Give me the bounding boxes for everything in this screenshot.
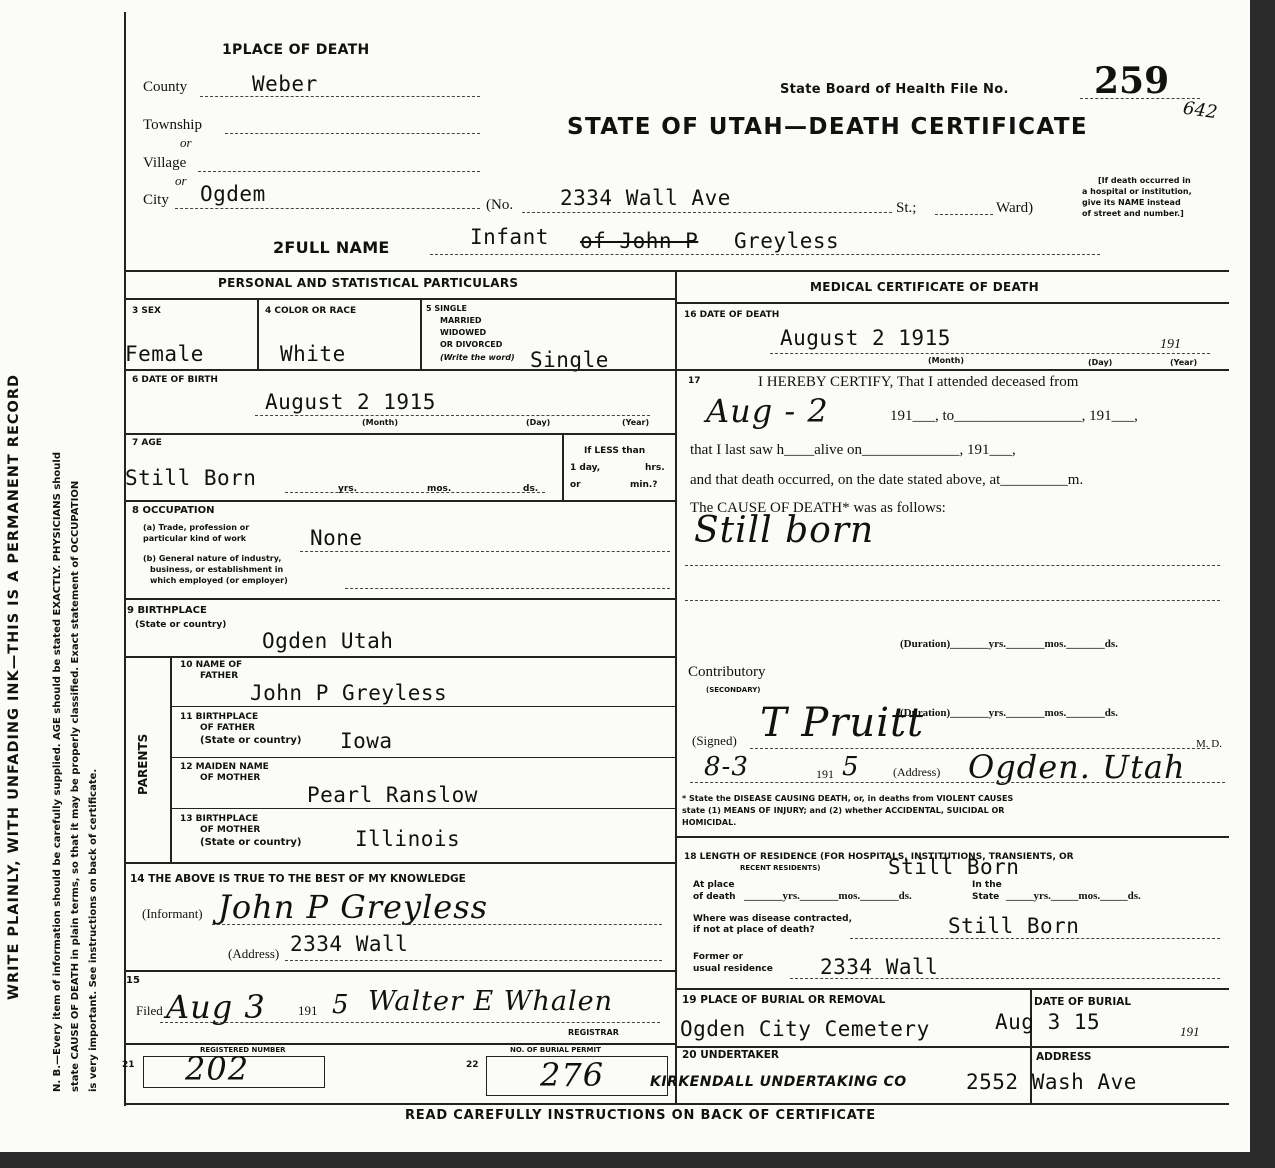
cause-note-1: * State the DISEASE CAUSING DEATH, or, in deaths from VIOLENT CAUSES <box>682 794 1014 803</box>
field-21-number: 21 <box>122 1060 135 1070</box>
certify-line-1: I HEREBY CERTIFY, That I attended deceased from <box>758 374 1079 390</box>
frame-left <box>124 12 126 1106</box>
age-mos-label: mos. <box>427 484 452 494</box>
less-label-4: or <box>570 480 581 490</box>
township-label: Township <box>143 117 202 133</box>
md-label: M. D. <box>1196 738 1222 750</box>
hospital-note-1: [If death occurred in <box>1098 176 1191 185</box>
marital-label-5: (Write the word) <box>440 353 515 362</box>
race-value: White <box>280 342 346 366</box>
at-place-1: At place <box>693 880 735 890</box>
mother-bp-value: Illinois <box>355 827 461 851</box>
parents-label: PARENTS <box>136 733 150 795</box>
row-rule-8 <box>124 1043 675 1045</box>
address-line <box>690 782 1225 783</box>
contributory-label: Contributory <box>688 664 766 680</box>
father-bp-value: Iowa <box>340 729 393 753</box>
father-label-1: 10 NAME OF <box>180 660 243 670</box>
secondary-label: (SECONDARY) <box>706 686 761 694</box>
county-label: County <box>143 79 188 95</box>
filed-line <box>160 1022 660 1023</box>
burial-year-printed: 191 <box>1180 1024 1200 1039</box>
race-label: 4 COLOR OR RACE <box>265 306 357 316</box>
burial-permit-label: NO. OF BURIAL PERMIT <box>510 1046 601 1054</box>
father-bp-label-1: 11 BIRTHPLACE <box>180 712 259 722</box>
personal-heading: PERSONAL AND STATISTICAL PARTICULARS <box>218 276 519 290</box>
father-bp-label-2: OF FATHER <box>200 723 256 733</box>
dob-label: 6 DATE OF BIRTH <box>132 375 218 385</box>
residence-value: Still Born <box>888 855 1020 879</box>
filed-number: 15 <box>126 975 140 986</box>
informant-address-value: 2334 Wall <box>290 932 409 956</box>
signed-date: 8-3 <box>704 752 749 782</box>
full-name-infant: Infant <box>470 225 549 249</box>
hospital-note-4: of street and number.] <box>1082 209 1184 218</box>
marital-label-4: OR DIVORCED <box>440 340 503 349</box>
attended-to-text: 191___, to_________________, 191___, <box>890 408 1138 424</box>
column-divider <box>675 270 677 1105</box>
mother-label-2: OF MOTHER <box>200 773 261 783</box>
less-label-5: min.? <box>630 480 658 490</box>
at-place-2: of death <box>693 892 736 902</box>
signed-address-label: (Address) <box>893 765 941 779</box>
med-rule-2 <box>675 836 1229 838</box>
duration-line-2: (Duration)_______yrs._______mos._______ds. <box>900 707 1118 719</box>
dob-value: August 2 1915 <box>265 390 436 414</box>
mother-rule <box>170 808 675 809</box>
county-value: Weber <box>252 72 318 96</box>
former-residence-1: Former or <box>693 952 744 962</box>
street-line <box>522 212 892 213</box>
father-bp-rule <box>170 757 675 758</box>
occupation-a-1: (a) Trade, profession or <box>143 523 250 532</box>
row-rule-7 <box>124 970 675 972</box>
filed-year-hw: 5 <box>332 990 350 1020</box>
dod-line <box>770 353 1210 354</box>
cause-note-3: HOMICIDAL. <box>682 818 737 827</box>
file-number-value: 259 <box>1094 60 1170 102</box>
medical-heading-rule <box>675 302 1229 304</box>
dod-day-label: (Day) <box>1088 358 1113 367</box>
mother-value: Pearl Ranslow <box>307 783 478 807</box>
field-22-number: 22 <box>466 1060 479 1070</box>
age-yrs-label: yrs. <box>338 484 358 494</box>
village-line <box>198 171 480 172</box>
certify-line-2: that I last saw h____alive on_____________, 191___, <box>690 442 1016 458</box>
mother-bp-label-1: 13 BIRTHPLACE <box>180 814 259 824</box>
at-place-duration: _______yrs._______mos._______ds. <box>744 890 912 902</box>
village-label: Village <box>143 155 187 171</box>
registrar-label: REGISTRAR <box>568 1028 619 1037</box>
burial-permit-value: 276 <box>540 1056 605 1094</box>
city-line <box>175 208 480 209</box>
full-name-struck: of John P <box>580 229 699 253</box>
in-state-1: In the <box>972 880 1002 890</box>
row-rule-2 <box>124 433 675 435</box>
margin-note-3: is very important. See instructions on back of certificate. <box>88 768 99 1092</box>
duration-line-1: (Duration)_______yrs._______mos._______ds. <box>900 638 1118 650</box>
file-number-label: State Board of Health File No. <box>780 82 1009 97</box>
residence-label-2: RECENT RESIDENTS) <box>740 864 821 872</box>
city-value: Ogdem <box>200 182 266 206</box>
birthplace-value: Ogden Utah <box>262 629 394 653</box>
med-rule-1 <box>675 369 1229 371</box>
former-residence-value: 2334 Wall <box>820 955 939 979</box>
margin-note-1: N. B.—Every item of information should be carefully supplied. AGE should be stated EXACTLY. PHYSICIANS should <box>52 452 63 1092</box>
undertaker-address-label: ADDRESS <box>1036 1051 1092 1063</box>
margin-note-2: state CAUSE OF DEATH in plain terms, so that it may be properly classified. Exact statement of OCCUPATION <box>70 480 81 1092</box>
or-label-2: or <box>175 173 187 188</box>
sex-value: Female <box>125 342 204 366</box>
father-rule <box>170 706 675 707</box>
occupation-line <box>300 551 670 552</box>
occupation-b-1: (b) General nature of industry, <box>143 554 282 563</box>
mother-bp-label-2: OF MOTHER <box>200 825 261 835</box>
cause-of-death-label: The CAUSE OF DEATH* was as follows: <box>690 500 946 516</box>
township-line <box>225 133 480 134</box>
ward-label: Ward) <box>996 200 1034 216</box>
occupation-value: None <box>310 526 363 550</box>
birthplace-label: 9 BIRTHPLACE <box>127 605 207 616</box>
sex-divider <box>257 299 259 369</box>
full-name-surname: Greyless <box>734 229 840 253</box>
margin-main-text: WRITE PLAINLY, WITH UNFADING INK—THIS IS A PERMANENT RECORD <box>6 373 22 1000</box>
full-name-label: 2FULL NAME <box>273 238 390 257</box>
certificate-title: STATE OF UTAH—DEATH CERTIFICATE <box>567 114 1089 140</box>
footer-instructions: READ CAREFULLY INSTRUCTIONS ON BACK OF CERTIFICATE <box>405 1108 876 1123</box>
signed-address-value: Ogden. Utah <box>968 748 1186 786</box>
attended-from-date: Aug - 2 <box>706 392 829 430</box>
county-line <box>200 96 480 97</box>
field-17-number: 17 <box>688 376 701 386</box>
race-divider <box>420 299 422 369</box>
father-bp-label-3: (State or country) <box>200 735 302 746</box>
signed-label: (Signed) <box>692 733 737 748</box>
burial-date-label: DATE OF BURIAL <box>1034 996 1132 1008</box>
physician-signature: T Pruitt <box>760 700 925 746</box>
undertaker-value: KIRKENDALL UNDERTAKING CO <box>650 1074 907 1090</box>
informant-signature: John P Greyless <box>218 888 489 926</box>
marital-label-1: 5 SINGLE <box>426 304 467 313</box>
marital-value: Single <box>530 348 609 372</box>
med-rule-4 <box>675 1046 1229 1048</box>
full-name-line <box>430 254 1100 255</box>
signed-year-printed: 191 <box>816 767 834 781</box>
age-divider <box>562 434 564 500</box>
where-contracted-2: if not at place of death? <box>693 925 815 935</box>
certify-line-3: and that death occurred, on the date stated above, at_________m. <box>690 472 1084 488</box>
father-label-2: FATHER <box>200 671 239 681</box>
age-label: 7 AGE <box>132 438 162 448</box>
cause-note-2: state (1) MEANS OF INJURY; and (2) whether ACCIDENTAL, SUICIDAL OR <box>682 806 1005 815</box>
dob-month-label: (Month) <box>362 418 398 427</box>
signed-year-hw: 5 <box>842 752 860 782</box>
cause-of-death-value: Still born <box>694 510 875 551</box>
street-value: 2334 Wall Ave <box>560 186 731 210</box>
sex-label: 3 SEX <box>132 306 161 316</box>
dob-day-label: (Day) <box>526 418 551 427</box>
where-contracted-value: Still Born <box>948 914 1080 938</box>
informant-address-line <box>285 960 662 961</box>
occupation-label: 8 OCCUPATION <box>132 505 215 516</box>
filed-date: Aug 3 <box>166 988 266 1026</box>
place-of-death-label: 1PLACE OF DEATH <box>222 42 370 58</box>
cause-line-2 <box>685 600 1220 601</box>
cause-line-1 <box>685 565 1220 566</box>
former-residence-2: usual residence <box>693 964 773 974</box>
informant-address-label: (Address) <box>228 946 280 961</box>
age-ds-label: ds. <box>523 484 539 494</box>
undertaker-label: 20 UNDERTAKER <box>682 1049 779 1061</box>
dod-year-label: (Year) <box>1170 358 1198 367</box>
former-line <box>790 978 1220 979</box>
mother-bp-label-3: (State or country) <box>200 837 302 848</box>
row-rule-1 <box>124 369 675 371</box>
file-number-extra: 642 <box>1181 97 1219 124</box>
age-line <box>285 492 545 493</box>
informant-heading: 14 THE ABOVE IS TRUE TO THE BEST OF MY KNOWLEDGE <box>130 873 466 885</box>
industry-line <box>345 588 670 589</box>
occupation-a-2: particular kind of work <box>143 534 247 543</box>
where-contracted-1: Where was disease contracted, <box>693 914 852 924</box>
dob-line <box>255 415 650 416</box>
in-state-duration: _____yrs._____mos._____ds. <box>1006 890 1141 902</box>
father-value: John P Greyless <box>250 681 448 705</box>
dod-label: 16 DATE OF DEATH <box>684 310 780 320</box>
dod-month-label: (Month) <box>928 356 964 365</box>
marital-label-2: MARRIED <box>440 316 482 325</box>
hospital-note-3: give its NAME instead <box>1082 198 1181 207</box>
birthplace-sub: (State or country) <box>135 620 227 630</box>
city-label: City <box>143 192 169 208</box>
occupation-b-3: which employed (or employer) <box>150 576 288 585</box>
row-rule-5 <box>124 656 675 658</box>
burial-date-value: Aug 3 15 <box>995 1010 1101 1034</box>
street-no-label: (No. <box>486 197 514 213</box>
registered-number-value: 202 <box>185 1050 250 1088</box>
residence-label: 18 LENGTH OF RESIDENCE (FOR HOSPITALS, INSTITUTIONS, TRANSIENTS, OR <box>684 852 1074 862</box>
where-line <box>850 938 1220 939</box>
age-value: Still Born <box>125 466 257 490</box>
less-label-3: hrs. <box>645 463 665 473</box>
undertaker-address-value: 2552 Wash Ave <box>966 1070 1137 1094</box>
row-rule-4 <box>124 598 675 600</box>
occupation-b-2: business, or establishment in <box>150 565 284 574</box>
st-label: St.; <box>896 200 917 216</box>
dob-year-label: (Year) <box>622 418 650 427</box>
burial-place-value: Ogden City Cemetery <box>680 1017 930 1041</box>
less-label-2: 1 day, <box>570 463 601 473</box>
burial-place-label: 19 PLACE OF BURIAL OR REMOVAL <box>682 994 886 1006</box>
parents-divider <box>170 657 172 862</box>
informant-label: (Informant) <box>142 906 203 921</box>
mother-label-1: 12 MAIDEN NAME <box>180 762 269 772</box>
registrar-signature: Walter E Whalen <box>368 986 613 1017</box>
or-label-1: or <box>180 135 192 150</box>
marital-label-3: WIDOWED <box>440 328 487 337</box>
medical-heading: MEDICAL CERTIFICATE OF DEATH <box>810 280 1039 294</box>
in-state-2: State <box>972 892 1000 902</box>
med-rule-3 <box>675 988 1229 990</box>
registered-number-label: REGISTERED NUMBER <box>200 1046 286 1054</box>
filed-label: Filed <box>136 1003 163 1018</box>
dod-value: August 2 1915 <box>780 326 951 350</box>
row-rule-6 <box>124 862 675 864</box>
row-rule-3 <box>124 500 675 502</box>
hospital-note-2: a hospital or institution, <box>1082 187 1192 196</box>
frame-bottom-rule <box>124 1103 1229 1105</box>
less-label-1: If LESS than <box>584 446 646 456</box>
filed-year-printed: 191 <box>298 1003 318 1018</box>
ward-line <box>935 214 993 215</box>
personal-heading-rule <box>124 298 675 300</box>
dod-year-printed: 191 <box>1160 337 1181 352</box>
informant-line <box>212 924 662 925</box>
